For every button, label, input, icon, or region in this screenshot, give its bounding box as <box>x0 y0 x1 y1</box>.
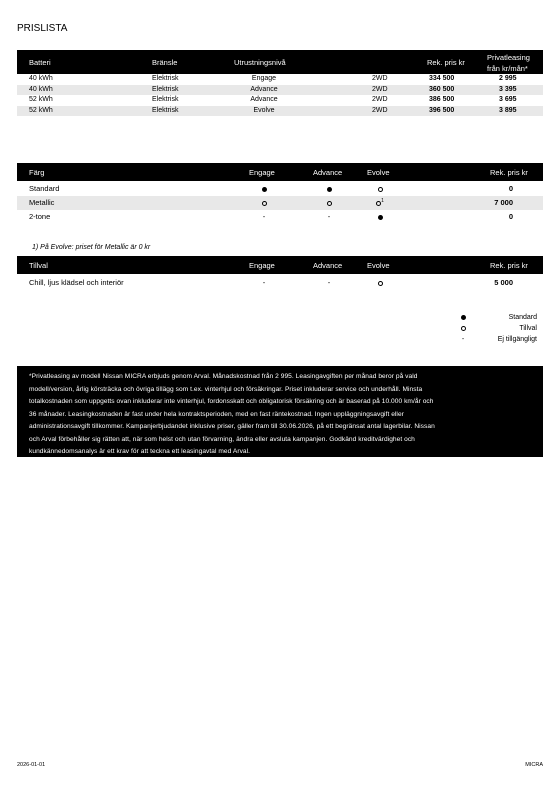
option-ring-icon <box>325 198 333 207</box>
cell-price: 360 500 <box>429 85 455 93</box>
header-color-price: Rek. pris kr <box>490 168 528 177</box>
cell-name: Metallic <box>29 198 55 207</box>
header-trim: Utrustningsnivå <box>234 58 286 67</box>
leasing-disclaimer <box>17 366 543 457</box>
disclaimer-line: kundkännedomsanalys är ett krav för att teckna ett leasingavtal med Arval. <box>29 448 251 455</box>
disclaimer-line: modell/version, årlig körsträcka och övriga tillägg som t.ex. vinterhjul och försäkringar. Priset inkluderar service och underhåll. Minsta <box>29 385 423 393</box>
option-ring-icon <box>376 278 384 287</box>
battery-table-row <box>17 95 543 105</box>
footer-date: 2026-01-01 <box>17 762 46 768</box>
page-title: PRISLISTA <box>17 23 68 34</box>
legend-label: Standard <box>508 314 537 321</box>
options-table-header <box>17 256 543 274</box>
cell-price: 0 <box>508 212 513 221</box>
cell-fuel: Elektrisk <box>152 85 179 93</box>
header-leasing-line1: Privatleasing <box>487 53 530 62</box>
standard-dot-icon <box>325 184 333 193</box>
standard-dot-icon <box>376 212 384 221</box>
disclaimer-line: administrationsavgift tillkommer. Kampanjerbjudandet inklusive priser, gäller fram till 30.06.2026, på ett begränsat antal lagerbilar. Nissan <box>29 423 435 430</box>
option-ring-icon <box>260 198 268 207</box>
cell-drive: 2WD <box>372 106 388 114</box>
legend-label: Tillval <box>519 325 537 332</box>
header-color: Färg <box>29 168 45 177</box>
standard-dot-icon <box>260 184 268 193</box>
header-option-evolve: Evolve <box>367 261 390 270</box>
battery-table-row <box>17 74 543 84</box>
cell-name: 2-tone <box>29 212 51 221</box>
battery-table-row <box>17 106 543 116</box>
cell-drive: 2WD <box>372 85 388 93</box>
header-evolve: Evolve <box>367 168 390 177</box>
symbol-legend <box>453 314 543 347</box>
options-table-row <box>17 276 543 290</box>
cell-battery: 52 kWh <box>29 96 53 103</box>
cell-trim: Advance <box>250 85 278 93</box>
cell-price: 5 000 <box>494 278 513 287</box>
cell-trim: Engage <box>251 75 277 82</box>
cell-trim: Advance <box>250 96 278 103</box>
footer-model: MICRA <box>525 762 543 768</box>
cell-fuel: Elektrisk <box>152 106 179 114</box>
cell-name: Standard <box>29 184 60 193</box>
cell-engage <box>260 184 268 193</box>
color-table-row <box>17 182 543 196</box>
cell-battery: 40 kWh <box>29 85 53 93</box>
header-battery: Batteri <box>29 58 51 67</box>
cell-leasing: 3 395 <box>499 85 517 93</box>
header-option: Tillval <box>29 261 48 270</box>
cell-fuel: Elektrisk <box>152 96 179 103</box>
cell-leasing: 3 895 <box>499 106 517 114</box>
not-available-dash: - <box>461 336 465 343</box>
option-ring-icon <box>376 184 384 193</box>
header-fuel: Bränsle <box>152 58 178 67</box>
header-option-price: Rek. pris kr <box>490 261 528 270</box>
cell-evolve <box>376 212 384 221</box>
disclaimer-line: och Arval förbehåller sig rätten att, när som helst och utan förvarning, ändra eller avsluta kampanjen. Godkänd kreditvärdighet och <box>29 435 415 443</box>
cell-price: 334 500 <box>429 75 455 82</box>
cell-evolve <box>376 278 384 287</box>
option-ring-icon <box>459 325 467 332</box>
legend-item <box>453 336 543 347</box>
cell-engage <box>260 212 268 221</box>
cell-price: 0 <box>508 184 513 193</box>
option-ring-icon <box>376 198 384 208</box>
color-table-row <box>17 196 543 210</box>
header-advance: Advance <box>313 168 343 177</box>
cell-name: Chill, ljus klädsel och interiör <box>29 278 124 287</box>
cell-price: 7 000 <box>494 198 513 207</box>
cell-price: 396 500 <box>429 106 455 114</box>
color-table-header <box>17 163 543 181</box>
battery-table-header <box>17 50 543 74</box>
cell-advance <box>325 184 333 193</box>
cell-price: 386 500 <box>429 96 455 103</box>
cell-drive: 2WD <box>372 96 388 103</box>
cell-fuel: Elektrisk <box>152 75 179 82</box>
header-engage: Engage <box>249 168 275 177</box>
header-price: Rek. pris kr <box>427 58 465 67</box>
header-option-advance: Advance <box>313 261 343 270</box>
disclaimer-line: 36 månader. Leasingkostnaden är fast under hela kontraktsperioden, med en fast räntekostnad. Ingen uppläggningsavgift eller <box>29 410 404 418</box>
cell-leasing: 2 995 <box>499 75 517 82</box>
footnote: 1) På Evolve: priset för Metallic är 0 kr <box>32 244 151 251</box>
legend-item <box>453 325 543 336</box>
cell-drive: 2WD <box>372 75 388 82</box>
header-leasing-line2: från kr/mån* <box>487 64 528 73</box>
cell-advance <box>325 278 333 287</box>
legend-item <box>453 314 543 325</box>
header-option-engage: Engage <box>249 261 275 270</box>
cell-advance <box>325 198 333 207</box>
battery-table-row <box>17 85 543 95</box>
cell-battery: 40 kWh <box>29 75 53 82</box>
cell-engage <box>260 198 268 207</box>
cell-advance <box>325 212 333 221</box>
not-available-dash: - <box>262 212 266 221</box>
cell-engage <box>260 278 268 287</box>
color-table-row <box>17 210 543 224</box>
legend-label: Ej tillgängligt <box>497 336 537 343</box>
not-available-dash: - <box>262 278 266 287</box>
footnote-marker: 1 <box>381 198 384 204</box>
cell-evolve <box>376 198 384 208</box>
not-available-dash: - <box>327 278 331 287</box>
standard-dot-icon <box>459 314 467 321</box>
disclaimer-line: *Privatleasing av modell Nissan MICRA erbjuds genom Arval. Månadskostnad från 2 995. Leasingavgiften per månad beror på vald <box>29 373 418 380</box>
disclaimer-line: totalkostnaden som uppgetts ovan inkluderar inte vinterhjul, fordonsskatt och obligatorisk försäkring och är baserad på 10.000 km/år och <box>29 398 434 405</box>
cell-leasing: 3 695 <box>499 96 517 103</box>
cell-trim: Evolve <box>253 106 275 114</box>
cell-evolve <box>376 184 384 193</box>
cell-battery: 52 kWh <box>29 106 53 114</box>
not-available-dash: - <box>327 212 331 221</box>
